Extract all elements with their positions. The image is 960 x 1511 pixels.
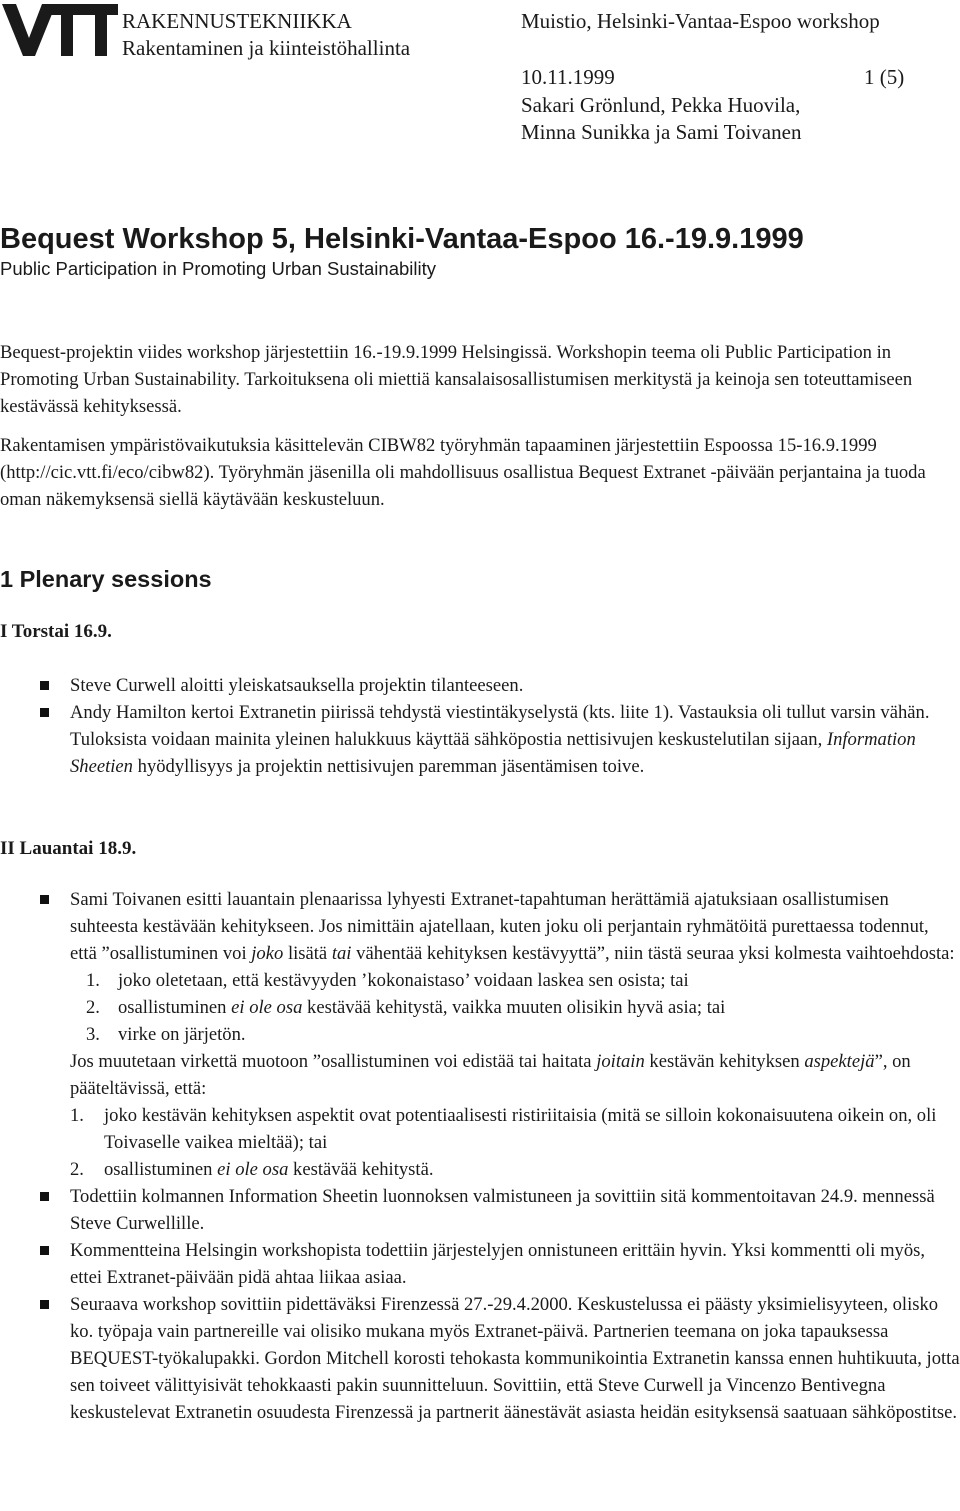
square-bullet-icon [40,1192,49,1201]
day1-heading: I Torstai 16.9. [0,621,112,642]
conclusion-item: 2. osallistuminen ei ole osa kestävää kehitystä. [70,1159,434,1180]
vtt-logo [2,4,118,56]
org-unit: Rakentaminen ja kiinteistöhallinta [122,36,411,60]
option-item: 2. osallistuminen ei ole osa kestävää kehitystä, vaikka muuten olisikin hyvä asia; tai [86,997,726,1018]
option-item: 1. joko oletetaan, että kestävyyden ’kokonaistaso’ voidaan laskea sen osista; tai [86,970,689,991]
day2-list [0,886,960,1426]
conclusions-list [0,1102,960,1183]
authors-line-1: Sakari Grönlund, Pekka Huovila, [521,93,801,117]
list-item: Steve Curwell aloitti yleiskatsauksella projektin tilanteeseen. [0,672,960,699]
document-subtitle: Public Participation in Promoting Urban Sustainability [0,258,436,279]
options-list [0,967,960,1048]
intro-paragraph-1: Bequest-projektin viides workshop järjestettiin 16.-19.9.1999 Helsingissä. Workshopin teema oli Public Participation in Promoting Urban Sustainability. Tarkoituksena oli miettiä kansalaisosallistumisen merkitystä ja keinoja sen toteuttamiseen kestävässä kehityksessä. [0,342,913,417]
square-bullet-icon [40,1300,49,1309]
day1-list [0,672,960,780]
follow-up-paragraph: Jos muutetaan virkettä muotoon ”osallistuminen voi edistää tai haitata joitain kestävän kehityksen aspektejä”, on pääteltävissä, että: [70,1051,911,1099]
square-bullet-icon [40,895,49,904]
square-bullet-icon [40,681,49,690]
page-number: 1 (5) [864,65,905,89]
document-title: Bequest Workshop 5, Helsinki-Vantaa-Espoo 16.-19.9.1999 [0,223,804,255]
list-item: Seuraava workshop sovittiin pidettäväksi Firenzessä 27.-29.4.2000. Keskustelussa ei päästy yksimielisyyteen, olisko ko. työpaja vain partnereille vai olisiko mukana myös Extranet-päivä. Partnerien teemana on joka tapauksessa BEQUEST-työkalupakki. Gordon Mitchell korosti tehokasta kommunikointia Extranetin kanssa ennen huhtikuuta, jotta sen toiveet välittyisivät tehokkaasti pakin suunnitteluun. Sovittiin, että Steve Curwell ja Vincenzo Bentivegna keskustelevat Extranetin osuudesta Firenzessä ja partnerit äänestävät asiasta heidän esityksensä saatuaan sähköpostitse. [0,1291,960,1426]
square-bullet-icon [40,1246,49,1255]
conclusion-item: 1. joko kestävän kehityksen aspektit ovat potentiaalisesti ristiriitaisia (mitä se silloin kokonaisuutena oikein on, oli Toivaselle vaikea mieltää); tai [70,1105,937,1153]
intro-paragraph-2: Rakentamisen ympäristövaikutuksia käsittelevän CIBW82 työryhmän tapaaminen järjestettiin Espoossa 15-16.9.1999 (http://cic.vtt.fi/eco/cibw82). Työryhmän jäsenilla oli mahdollisuus osallistua Bequest Extranet -päivään perjantaina ja tuoda oman näkemyksensä siellä käytävään keskusteluun. [0,435,926,510]
day2-heading: II Lauantai 18.9. [0,838,137,859]
square-bullet-icon [40,708,49,717]
org-department: RAKENNUSTEKNIIKKA [122,9,352,33]
organization-name [122,8,410,62]
option-item: 3. virke on järjetön. [86,1024,246,1045]
list-item: Kommentteina Helsingin workshopista todettiin järjestelyjen onnistuneen erittäin hyvin. Yksi kommentti oli myös, ettei Extranet-päivään pidä ahtaa liikaa asiaa. [0,1237,960,1291]
list-item: Sami Toivanen esitti lauantain plenaarissa lyhyesti Extranet-tapahtuman herättämiä ajatuksiaan osallistumisen suhteesta kestävään kehitykseen. Jos nimittäin ajatellaan, kuten joku oli perjantain ryhmätöitä purettaessa todennut, että ”osallistuminen voi joko lisätä tai vähentää kehityksen kestävyyttä”, niin tästä seuraa yksi kolmesta vaihtoehdosta: [0,886,960,967]
authors-line-2: Minna Sunikka ja Sami Toivanen [521,120,802,144]
authors [521,92,801,146]
list-item: Todettiin kolmannen Information Sheetin luonnoksen valmistuneen ja sovittiin sitä kommentoitavan 24.9. mennessä Steve Curwellille. [0,1183,960,1237]
document-date: 10.11.1999 [521,65,615,89]
section-heading: 1 Plenary sessions [0,566,212,592]
document-type: Muistio, Helsinki-Vantaa-Espoo workshop [521,9,880,33]
list-item: Andy Hamilton kertoi Extranetin piirissä tehdystä viestintäkyselystä (kts. liite 1). Vastauksia oli tullut varsin vähän. Tuloksista voidaan mainita yleinen halukkuus käyttää sähköpostia nettisivujen keskustelutilan sijaan, Information Sheetien hyödyllisyys ja projektin nettisivujen paremman jäsentämisen toive. [0,699,960,780]
